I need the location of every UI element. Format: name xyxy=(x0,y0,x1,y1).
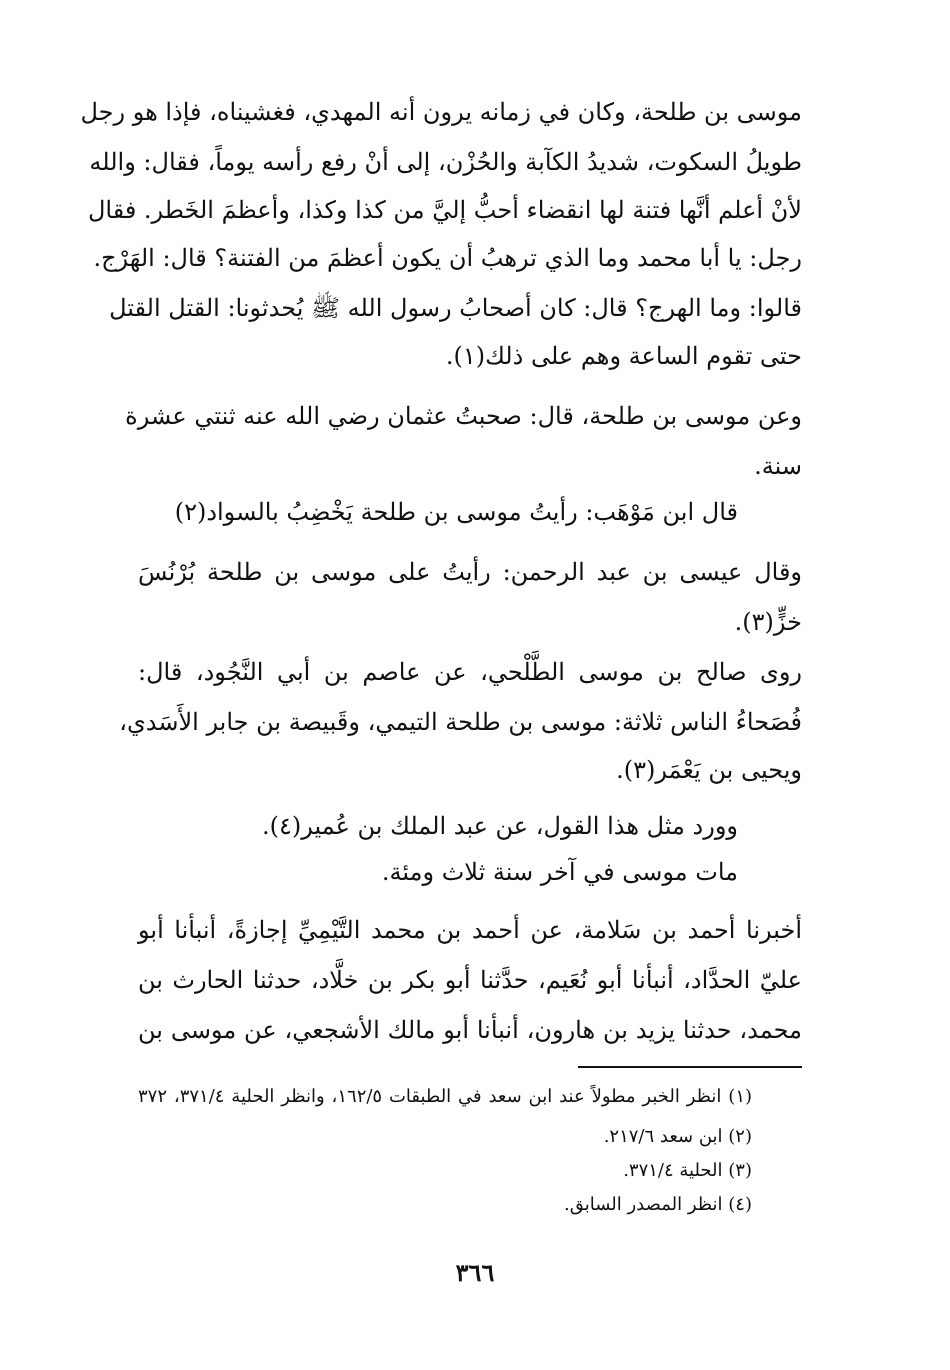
text-line: حتى تقوم الساعة وهم على ذلك(١). xyxy=(445,342,802,370)
text-line: خزٍّ(٣). xyxy=(734,608,802,636)
text-line: سنة. xyxy=(754,452,802,480)
footnote: (٤) انظر المصدر السابق. xyxy=(563,1194,752,1215)
text-line: طويلُ السكوت، شديدُ الكآبة والحُزْن، إلى أنْ رفع رأسه يوماً، فقال: والله xyxy=(89,148,802,176)
text-line: مات موسى في آخر سنة ثلاث ومئة. xyxy=(381,858,738,886)
text-line: محمد، حدثنا يزيد بن هارون، أنبأنا أبو مالك الأشجعي، عن موسى بن xyxy=(138,1016,802,1044)
footnote: (١) انظر الخبر مطولاً عند ابن سعد في الطبقات ١٦٢/٥، وانظر الحلية ٣٧١/٤، ٣٧٢ xyxy=(138,1086,753,1107)
text-line: وقال عيسى بن عبد الرحمن: رأيتُ على موسى بن طلحة بُرْنُسَ xyxy=(138,558,802,586)
footnote: (٣) الحلية ٣٧١/٤. xyxy=(623,1160,752,1181)
text-line: لأنْ أعلم أنَّها فتنة لها انقضاء أحبُّ إليَّ من كذا وكذا، وأعظمَ الخَطر. فقال xyxy=(87,196,802,224)
footnote-divider xyxy=(578,1066,802,1068)
text-line: موسى بن طلحة، وكان في زمانه يرون أنه المهدي، فغشيناه، فإذا هو رجل xyxy=(80,98,802,126)
text-line: روى صالح بن موسى الطَّلْحي، عن عاصم بن أبي النَّجُود، قال: xyxy=(138,658,802,686)
text-line: قالوا: وما الهرج؟ قال: كان أصحابُ رسول الله ﷺ يُحدثونا: القتل القتل xyxy=(109,294,802,322)
text-line: أخبرنا أحمد بن سَلامة، عن أحمد بن محمد التَّيْمِيِّ إجازةً، أنبأنا أبو xyxy=(138,916,802,944)
text-line: ويحيى بن يَعْمَر(٣). xyxy=(616,756,802,784)
text-line: عليّ الحدَّاد، أنبأنا أبو نُعَيم، حدَّثنا أبو بكر بن خلَّاد، حدثنا الحارث بن xyxy=(138,966,802,994)
text-line: فُصَحاءُ الناس ثلاثة: موسى بن طلحة التيمي، وقَبيصة بن جابر الأَسَدي، xyxy=(119,708,802,736)
text-line: وورد مثل هذا القول، عن عبد الملك بن عُمير(٤). xyxy=(261,812,738,840)
page-number: ٣٦٦ xyxy=(455,1258,495,1287)
footnote: (٢) ابن سعد ٢١٧/٦. xyxy=(603,1126,752,1147)
text-line: وعن موسى بن طلحة، قال: صحبتُ عثمان رضي الله عنه ثنتي عشرة xyxy=(125,402,802,430)
text-line: رجل: يا أبا محمد وما الذي ترهبُ أن يكون أعظمَ من الفتنة؟ قال: الهَرْج. xyxy=(93,244,802,272)
text-line: قال ابن مَوْهَب: رأيتُ موسى بن طلحة يَخْضِبُ بالسواد(٢) xyxy=(174,498,738,526)
